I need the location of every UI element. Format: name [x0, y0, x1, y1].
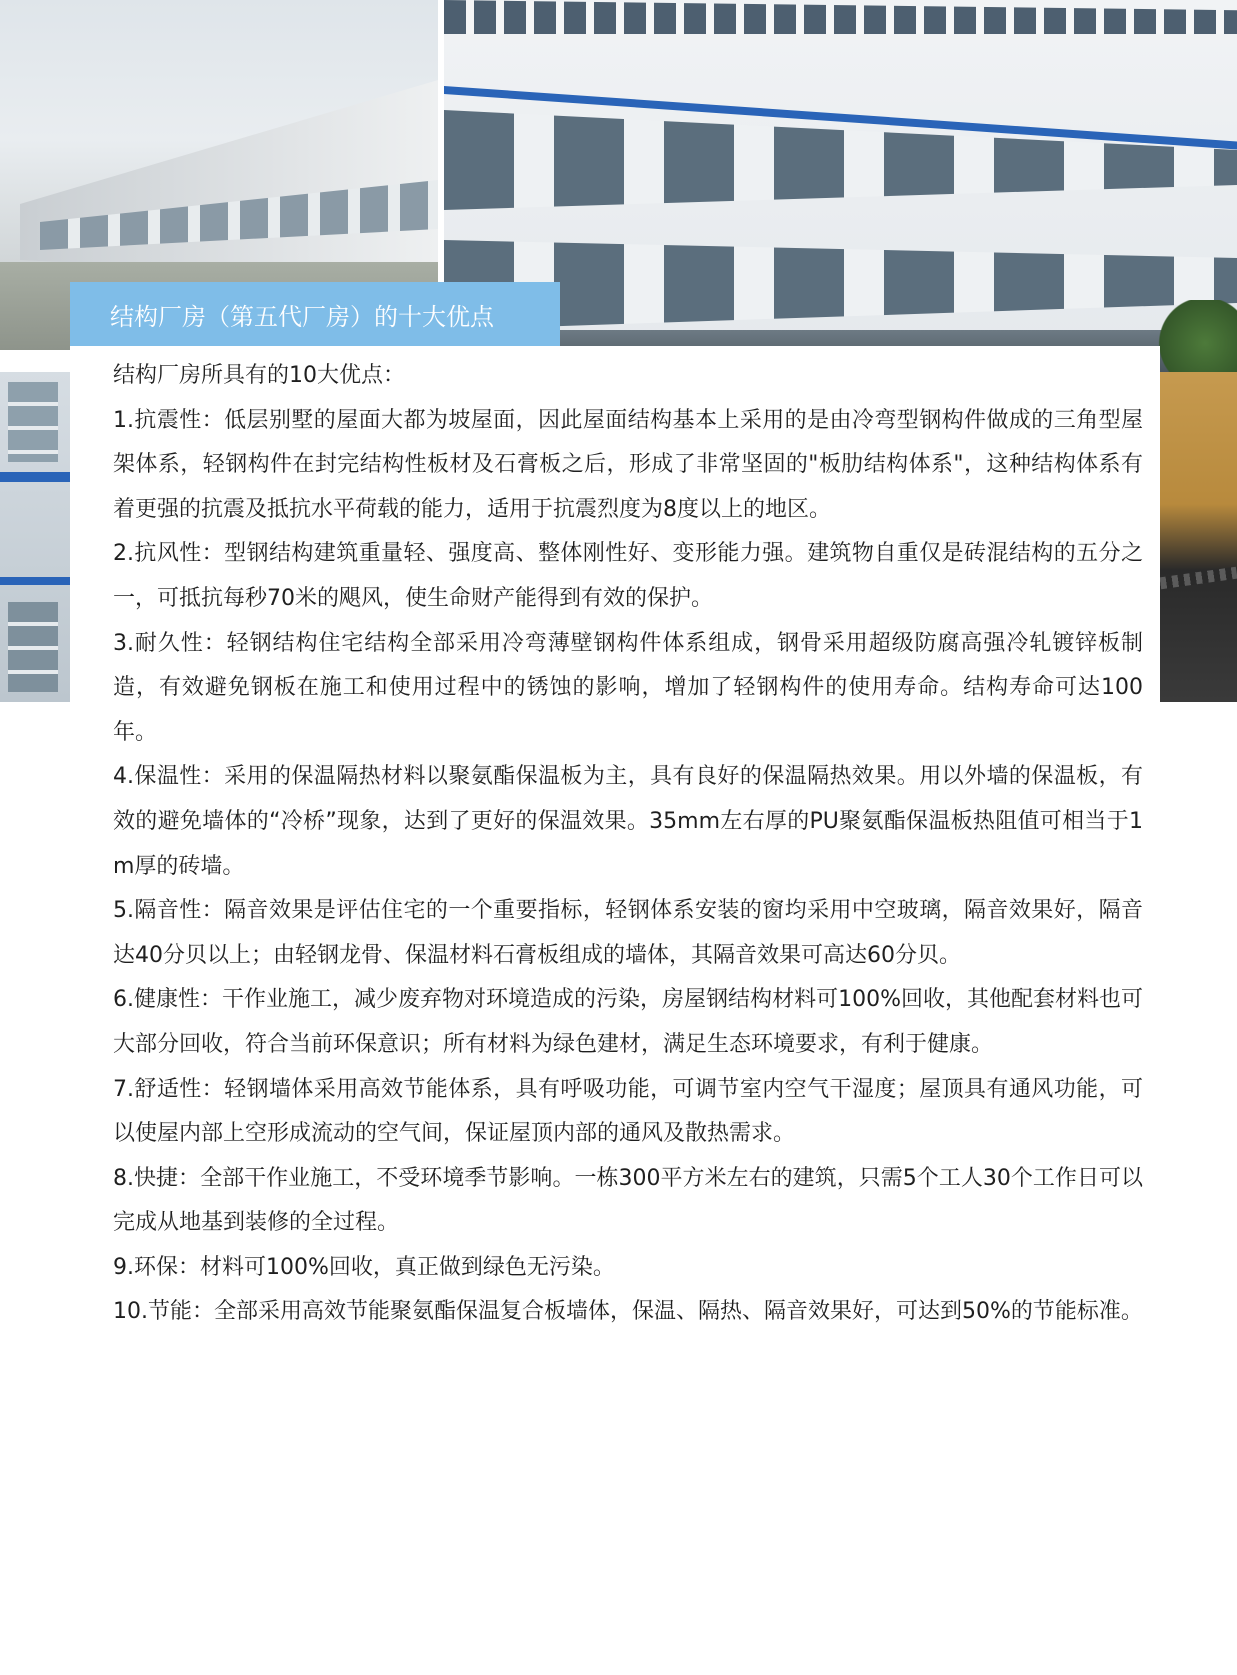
section-title-bar — [70, 282, 560, 346]
factory-blue-stripe — [0, 472, 70, 482]
factory-skylight-row — [444, 0, 1237, 34]
factory-photo-right-strip — [1160, 372, 1237, 702]
factory-window — [8, 382, 58, 462]
advantage-item-4: 4.保温性：采用的保温隔热材料以聚氨酯保温板为主，具有良好的保温隔热效果。用以外墙的保温板，有效的避免墙体的“冷桥”现象，达到了更好的保温效果。35mm左右厚的PU聚氨酯保温板热阻值可相当于1m厚的砖墙。 — [113, 764, 1143, 879]
advantage-item-8: 8.快捷：全部干作业施工，不受环境季节影响。一栋300平方米左右的建筑，只需5个工人30个工作日可以完成从地基到装修的全过程。 — [113, 1165, 1143, 1236]
advantage-item-5: 5.隔音性：隔音效果是评估住宅的一个重要指标，轻钢体系安装的窗均采用中空玻璃，隔音效果好，隔音达40分贝以上；由轻钢龙骨、保温材料石膏板组成的墙体，其隔音效果可高达60分贝。 — [113, 898, 1143, 968]
advantage-item-6: 6.健康性：干作业施工，减少废弃物对环境造成的污染，房屋钢结构材料可100%回收，其他配套材料也可大部分回收，符合当前环保意识；所有材料为绿色建材，满足生态环境要求，有利于健康。 — [113, 987, 1143, 1057]
factory-windows-upper — [444, 110, 1237, 210]
page-title: 结构厂房（第五代厂房）的十大优点 — [110, 302, 494, 331]
advantage-item-10: 10.节能：全部采用高效节能聚氨酯保温复合板墙体，保温、隔热、隔音效果好，可达到50%的节能标准。 — [113, 1299, 1143, 1325]
steel-beam — [1160, 567, 1237, 590]
advantage-item-9: 9.环保：材料可100%回收，真正做到绿色无污染。 — [113, 1254, 615, 1280]
factory-wall — [20, 80, 438, 280]
advantage-item-3: 3.耐久性：轻钢结构住宅结构全部采用冷弯薄壁钢构件体系组成，钢骨采用超级防腐高强冷轧镀锌板制造，有效避免钢板在施工和使用过程中的锈蚀的影响，增加了轻钢构件的使用寿命。结构寿命可达100年。 — [113, 630, 1143, 745]
factory-windows-lower — [444, 240, 1237, 330]
tree — [1157, 300, 1237, 372]
factory-blue-stripe — [0, 577, 70, 585]
article-body — [113, 346, 1143, 1335]
intro-paragraph: 结构厂房所具有的10大优点： — [113, 363, 405, 388]
factory-photo-right — [444, 0, 1237, 372]
advantage-item-2: 2.抗风性：型钢结构建筑重量轻、强度高、整体刚性好、变形能力强。建筑物自重仅是砖混结构的五分之一，可抵抗每秒70米的飓风，使生命财产能得到有效的保护。 — [113, 541, 1143, 611]
advantage-item-1: 1.抗震性：低层别墅的屋面大都为坡屋面，因此屋面结构基本上采用的是由冷弯型钢构件做成的三角型屋架体系，轻钢构件在封完结构性板材及石膏板之后，形成了非常坚固的"板肋结构体系"，这种结构体系有着更强的抗震及抵抗水平荷载的能力，适用于抗震烈度为8度以上的地区。 — [113, 407, 1143, 522]
content-panel — [70, 346, 1160, 1675]
advantage-item-7: 7.舒适性：轻钢墙体采用高效节能体系，具有呼吸功能，可调节室内空气干湿度；屋顶具有通风功能，可以使屋内部上空形成流动的空气间，保证屋顶内部的通风及散热需求。 — [113, 1076, 1143, 1147]
factory-photo-left-strip — [0, 372, 70, 702]
factory-window — [8, 602, 58, 692]
